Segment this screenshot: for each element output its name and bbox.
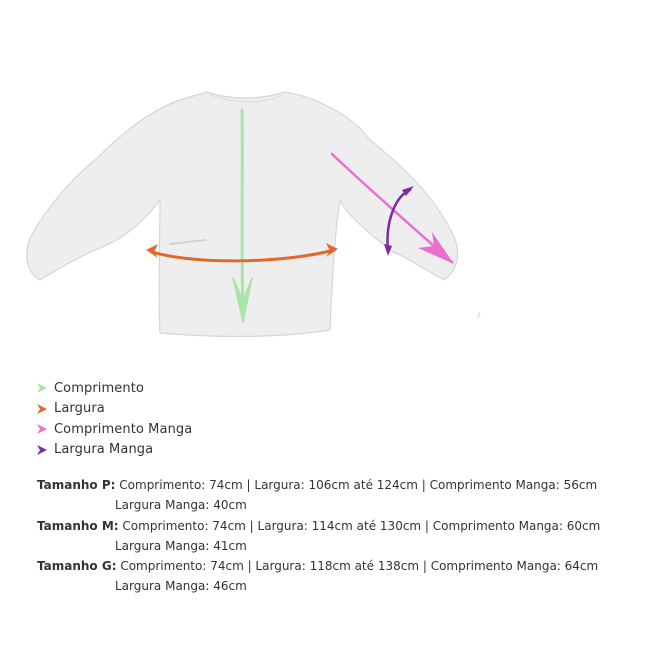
size-detail: Comprimento: 74cm | Largura: 114cm até 130cm | Comprimento Manga: 60cm [122,518,601,533]
size-row-p [37,475,600,495]
arrow-icon-shape [37,445,47,455]
legend-label: Comprimento [54,380,144,396]
arrow-icon-shape [37,424,47,434]
legend [36,378,192,460]
size-label: Tamanho P: [37,478,116,492]
size-table [37,475,600,597]
size-detail: Comprimento: 74cm | Largura: 118cm até 138cm | Comprimento Manga: 64cm [120,559,599,574]
size-detail-line2: Largura Manga: 40cm [115,498,247,513]
legend-item-comprimento [36,378,192,399]
arrow-icon [36,444,48,456]
size-label: Tamanho M: [37,518,119,533]
legend-item-largura [36,399,192,420]
arrow-icon-shape [37,404,47,414]
size-row-g [37,556,600,576]
size-row-m [37,516,600,536]
arrow-icon [36,423,48,435]
size-label: Tamanho G: [37,559,117,574]
comprimento-arrow [242,110,243,320]
legend-label: Largura Manga [54,442,154,458]
legend-item-comprimento-manga [36,419,192,440]
size-detail-line2: Largura Manga: 46cm [115,579,247,594]
size-detail-line2: Largura Manga: 41cm [115,538,247,553]
arrow-icon [36,403,48,415]
legend-label: Comprimento Manga [54,421,193,437]
size-detail: Comprimento: 74cm | Largura: 106cm até 124cm | Comprimento Manga: 56cm [119,478,598,492]
arrow-icon [36,382,48,394]
legend-item-largura-manga [36,440,192,461]
faint-tick [478,312,480,318]
legend-label: Largura [54,401,105,417]
largura-left-head [146,244,158,258]
arrow-icon-shape [37,383,47,393]
